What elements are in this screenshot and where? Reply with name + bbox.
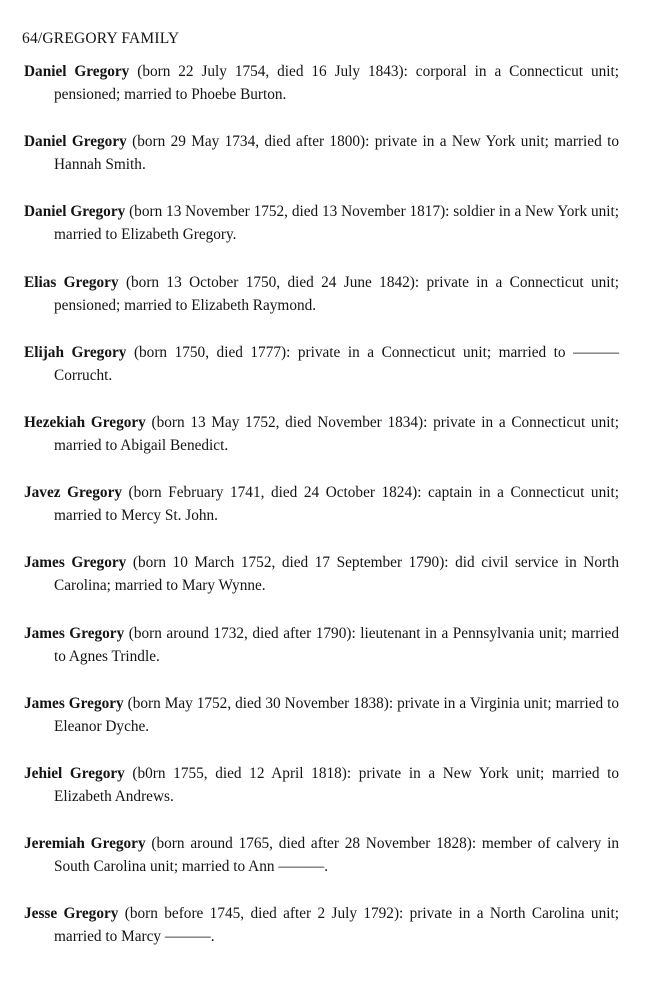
entry-text: (born 13 October 1750, died 24 June 1842): private in a Connecticut unit; pensioned; married to Elizabeth Raymond. [54,273,619,314]
entry-name: Daniel Gregory [24,133,127,151]
entry-name: Hezekiah Gregory [24,413,146,431]
entry-text: (born before 1745, died after 2 July 1792): private in a North Carolina unit; married to Marcy ———. [54,905,619,946]
entry [24,130,619,200]
entry-text: (born 10 March 1752, died 17 September 1790): did civil service in North Carolina; married to Mary Wynne. [54,554,619,595]
entry [24,481,619,551]
entry-name: James Gregory [24,694,124,712]
entry-name: Jesse Gregory [24,905,119,923]
entry-name: Jehiel Gregory [24,764,125,782]
entry [24,832,619,902]
entry-name: Elijah Gregory [24,343,127,361]
entry-name: Jeremiah Gregory [24,835,146,853]
entry-text: (born around 1765, died after 28 November 1828): member of calvery in South Carolina unit; married to Ann ———. [54,835,620,876]
entry-name: Elias Gregory [24,273,119,291]
entry [24,762,619,832]
entry-text: (born 22 July 1754, died 16 July 1843): corporal in a Connecticut unit; pensioned; married to Phoebe Burton. [54,63,619,103]
page-header: 64/GREGORY FAMILY [22,30,180,47]
entry-text: (born 29 May 1734, died after 1800): private in a New York unit; married to Hannah Smith. [54,133,619,174]
entry [24,341,619,411]
entry-text: (born 13 November 1752, died 13 November 1817): soldier in a New York unit; married to Elizabeth Gregory. [54,203,619,244]
entry [24,200,619,270]
entry-name: James Gregory [24,624,125,642]
entry-text: (born around 1732, died after 1790): lieutenant in a Pennsylvania unit; married to Agnes Trindle. [54,624,619,665]
entry [24,60,619,130]
entry [24,622,619,692]
entry [24,271,619,341]
entry-text: (born 13 May 1752, died November 1834): private in a Connecticut unit; married to Abigail Benedict. [54,413,619,454]
entry-name: Daniel Gregory [24,203,126,221]
entry-name: Javez Gregory [24,484,123,502]
entry-text: (born February 1741, died 24 October 1824): captain in a Connecticut unit; married to Mercy St. John. [54,484,619,525]
entry-text: (born May 1752, died 30 November 1838): private in a Virginia unit; married to Eleanor Dyche. [54,694,620,735]
entry-text: (b0rn 1755, died 12 April 1818): private in a New York unit; married to Elizabeth Andrews. [54,764,619,805]
entry-name: James Gregory [24,554,127,572]
entry-text: (born 1750, died 1777): private in a Connecticut unit; married to ——— Corrucht. [54,343,619,384]
entry-list [24,60,619,972]
entry [24,692,619,762]
entry-name: Daniel Gregory [24,63,130,80]
entry [24,902,619,972]
entry [24,411,619,481]
entry [24,551,619,621]
